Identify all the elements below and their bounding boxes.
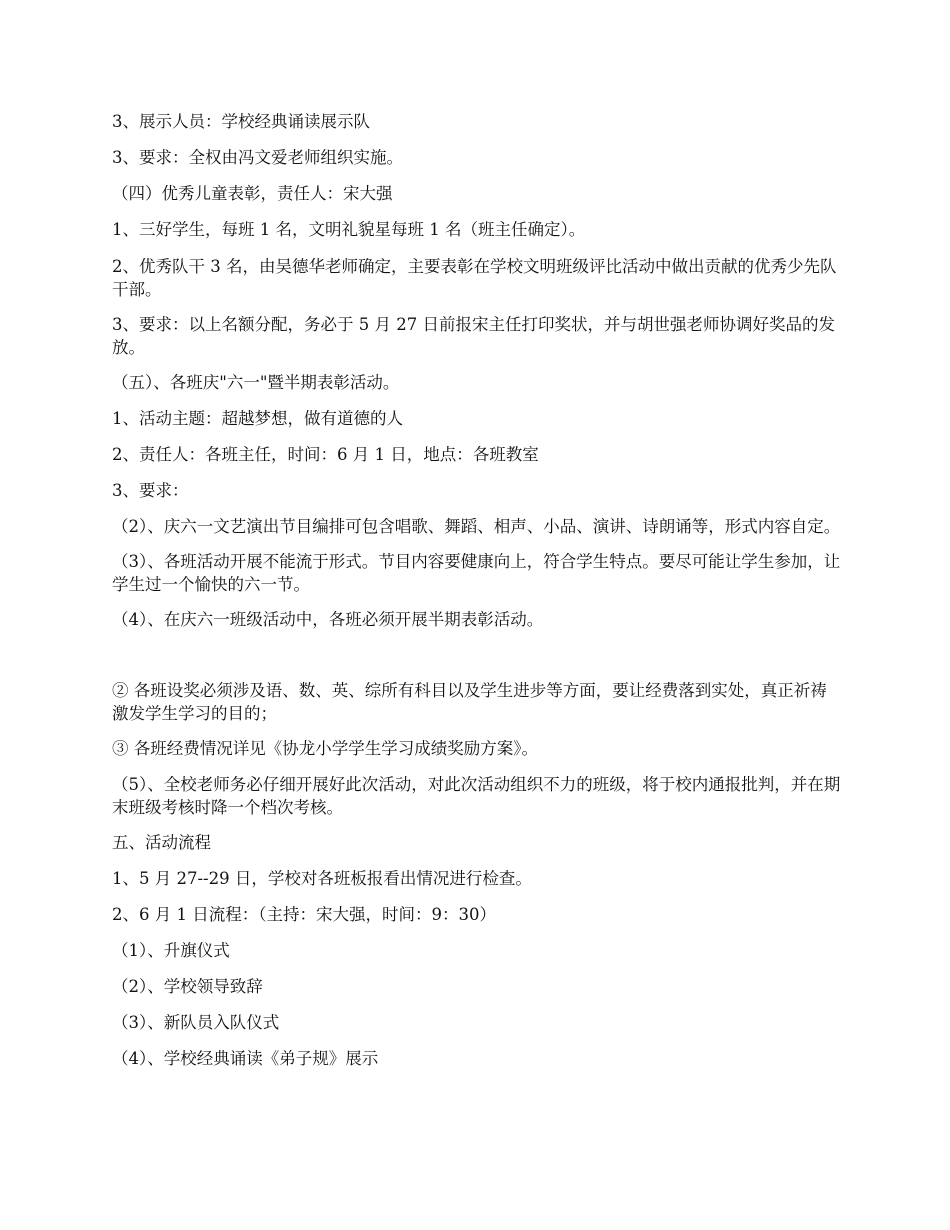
paragraph-quota-requirement: 3、要求：以上名额分配，务必于 5 月 27 日前报宋主任打印奖状，并与胡世强老师协调好奖品的发放。 [112, 315, 835, 357]
paragraph-outstanding-cadres: 2、优秀队干 3 名，由吴德华老师确定，主要表彰在学校文明班级评比活动中做出贡献的优秀少先队干部。 [112, 257, 837, 299]
paragraph-june-first-flow: 2、6 月 1 日流程：（主持：宋大强，时间：9：30） [112, 905, 496, 924]
flow-item-flag-raising: （1）、升旗仪式 [112, 941, 230, 960]
paragraph-activity-form: （3）、各班活动开展不能流于形式。节目内容要健康向上，符合学生特点。要尽可能让学生参加，让学生过一个愉快的六一节。 [112, 552, 841, 594]
paragraph-funding-details: ③ 各班经费情况详见《协龙小学学生学习成绩奖励方案》。 [112, 739, 538, 758]
paragraph-performance-program: （2）、庆六一文艺演出节目编排可包含唱歌、舞蹈、相声、小品、演讲、诗朗诵等，形式内容自定。 [112, 517, 841, 536]
section-heading-outstanding-children: （四）优秀儿童表彰，责任人：宋大强 [112, 184, 393, 203]
flow-item-leader-speech: （2）、学校领导致辞 [112, 977, 263, 996]
paragraph-requirement-organizer: 3、要求：全权由冯文爱老师组织实施。 [112, 148, 403, 167]
flow-item-new-members: （3）、新队员入队仪式 [112, 1013, 280, 1032]
paragraph-display-staff: 3、展示人员：学校经典诵读展示队 [112, 112, 370, 131]
paragraph-merit-students: 1、三好学生，每班 1 名，文明礼貌星每班 1 名（班主任确定）。 [112, 220, 586, 239]
paragraph-midterm-commendation: （4）、在庆六一班级活动中，各班必须开展半期表彰活动。 [112, 610, 544, 629]
flow-item-classics-reading: （4）、学校经典诵读《弟子规》展示 [112, 1049, 379, 1068]
paragraph-requirements-heading: 3、要求： [112, 481, 189, 500]
paragraph-responsible-time-place: 2、责任人：各班主任，时间：6 月 1 日，地点：各班教室 [112, 445, 539, 464]
blank-gap [112, 644, 842, 679]
paragraph-award-subjects: ② 各班设奖必须涉及语、数、英、综所有科目以及学生进步等方面，要让经费落到实处，真正祈祷激发学生学习的目的； [112, 681, 827, 723]
paragraph-teacher-responsibility: （5）、全校老师务必仔细开展好此次活动，对此次活动组织不力的班级，将于校内通报批判，并在期末班级考核时降一个档次考核。 [112, 775, 841, 817]
section-heading-activity-flow: 五、活动流程 [112, 833, 211, 852]
paragraph-board-check: 1、5 月 27--29 日，学校对各班板报看出情况进行检查。 [112, 869, 532, 888]
section-heading-class-celebration: （五）、各班庆"六一"暨半期表彰活动。 [112, 373, 400, 392]
document-page [112, 110, 842, 1083]
paragraph-activity-theme: 1、活动主题：超越梦想，做有道德的人 [112, 409, 403, 428]
